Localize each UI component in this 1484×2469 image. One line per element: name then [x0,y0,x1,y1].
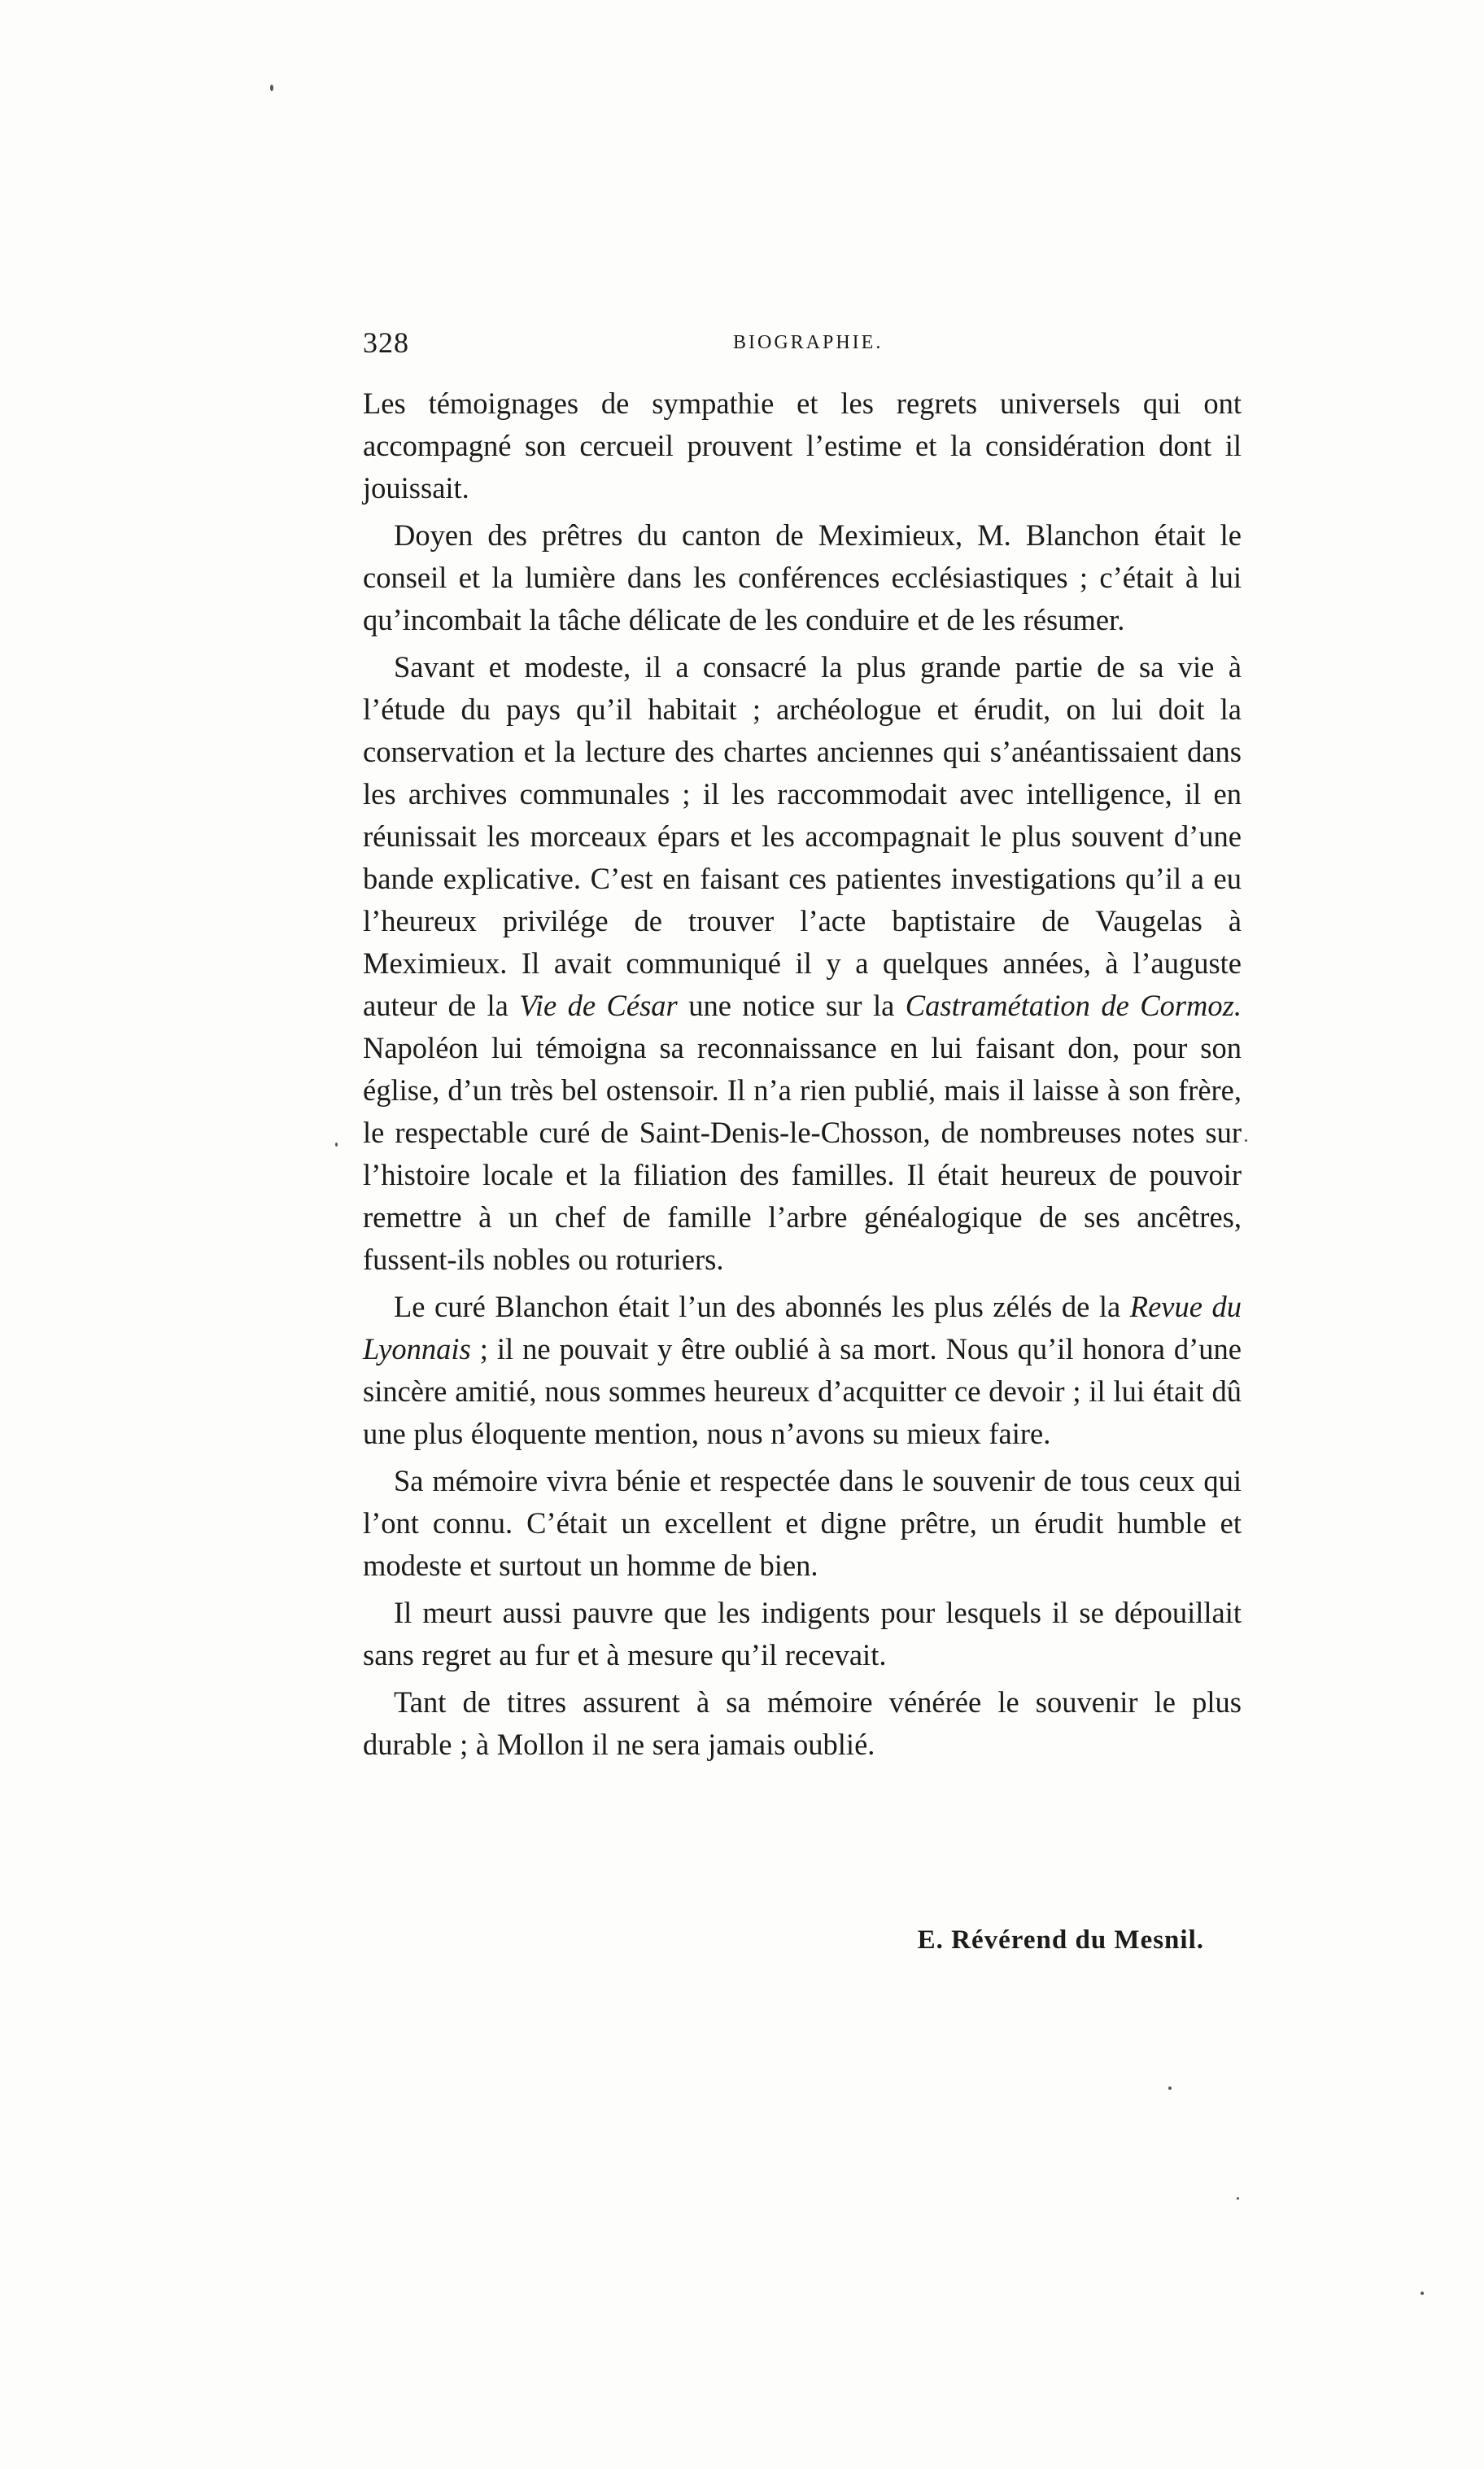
title-castrametation: Castramétation de Cormoz. [905,989,1242,1022]
scan-speck [1245,1139,1247,1142]
paragraph-5: Sa mémoire vivra bénie et respectée dans le souvenir de tous ceux qui l’ont connu. C’était un excellent et digne prêtre, un érudit humble et modeste et surtout un homme de bien. [363,1464,1242,1582]
paragraph-4 [363,1286,1242,1455]
scan-speck [1168,2087,1172,2090]
title-vie-de-cesar: Vie de César [519,989,678,1022]
scan-speck [335,1143,338,1147]
paragraph-4-text-a: Le curé Blanchon était l’un des abonnés les plus zélés de la [394,1290,1130,1323]
scan-speck [270,85,273,91]
body-text [363,382,1242,1766]
paragraph-4-text-b: ; il ne pouvait y être oublié à sa mort. Nous qu’il honora d’une sincère amitié, nous sommes heureux d’acquitter ce devoir ; il lui était dû une plus éloquente mention, nous n’avons su mieux faire. [363,1332,1242,1450]
page-header [363,326,1242,366]
paragraph-3-text-a: Savant et modeste, il a consacré la plus grande partie de sa vie à l’étude du pays qu’il habitait ; archéologue et érudit, on lui doit la conservation et la lecture des chartes anciennes qui s’anéantissaient dans les archives communales ; il les raccommodait avec intelligence, il en réunissait les morceaux épars et les accompagnait le plus souvent d’une bande explicative. C’est en faisant ces patientes investigations qu’il a eu l’heureux privilége de trouver l’acte baptistaire de Vaugelas à Meximieux. Il avait communiqué il y a quelques années, à l’auguste auteur de la [363,650,1242,1022]
title-revue-du-lyonnais: Revue du Lyonnais [363,1290,1242,1366]
author-signature: E. Révérend du Mesnil. [917,1925,1204,1955]
scan-speck [1237,2197,1239,2200]
paragraph-3 [363,646,1242,1281]
paragraph-1: Les témoignages de sympathie et les regrets universels qui ont accompagné son cercueil prouvent l’estime et la considération dont il jouissait. [363,387,1242,505]
paragraph-6: Il meurt aussi pauvre que les indigents pour lesquels il se dépouillait sans regret au fur et à mesure qu’il recevait. [363,1596,1242,1671]
scan-speck [1421,2292,1424,2295]
paragraph-2: Doyen des prêtres du canton de Meximieux, M. Blanchon était le conseil et la lumière dans les conférences ecclésiastiques ; c’était à lui qu’incombait la tâche délicate de les conduire et de les résumer. [363,518,1242,636]
page-number: 328 [363,326,409,359]
paragraph-3-text-c: Napoléon lui témoigna sa reconnaissance en lui faisant don, pour son église, d’un très bel ostensoir. Il n’a rien publié, mais il laisse à son frère, le respectable curé de Saint-Denis-le-Chosson, de nombreuses notes sur l’histoire locale et la filiation des familles. Il était heureux de pouvoir remettre à un chef de famille l’arbre généalogique de ses ancêtres, fussent-ils nobles ou roturiers. [363,1031,1242,1276]
running-head: BIOGRAPHIE. [733,332,884,353]
paragraph-3-text-b: une notice sur la [677,989,906,1022]
paragraph-7: Tant de titres assurent à sa mémoire vénérée le souvenir le plus durable ; à Mollon il ne sera jamais oublié. [363,1685,1242,1761]
